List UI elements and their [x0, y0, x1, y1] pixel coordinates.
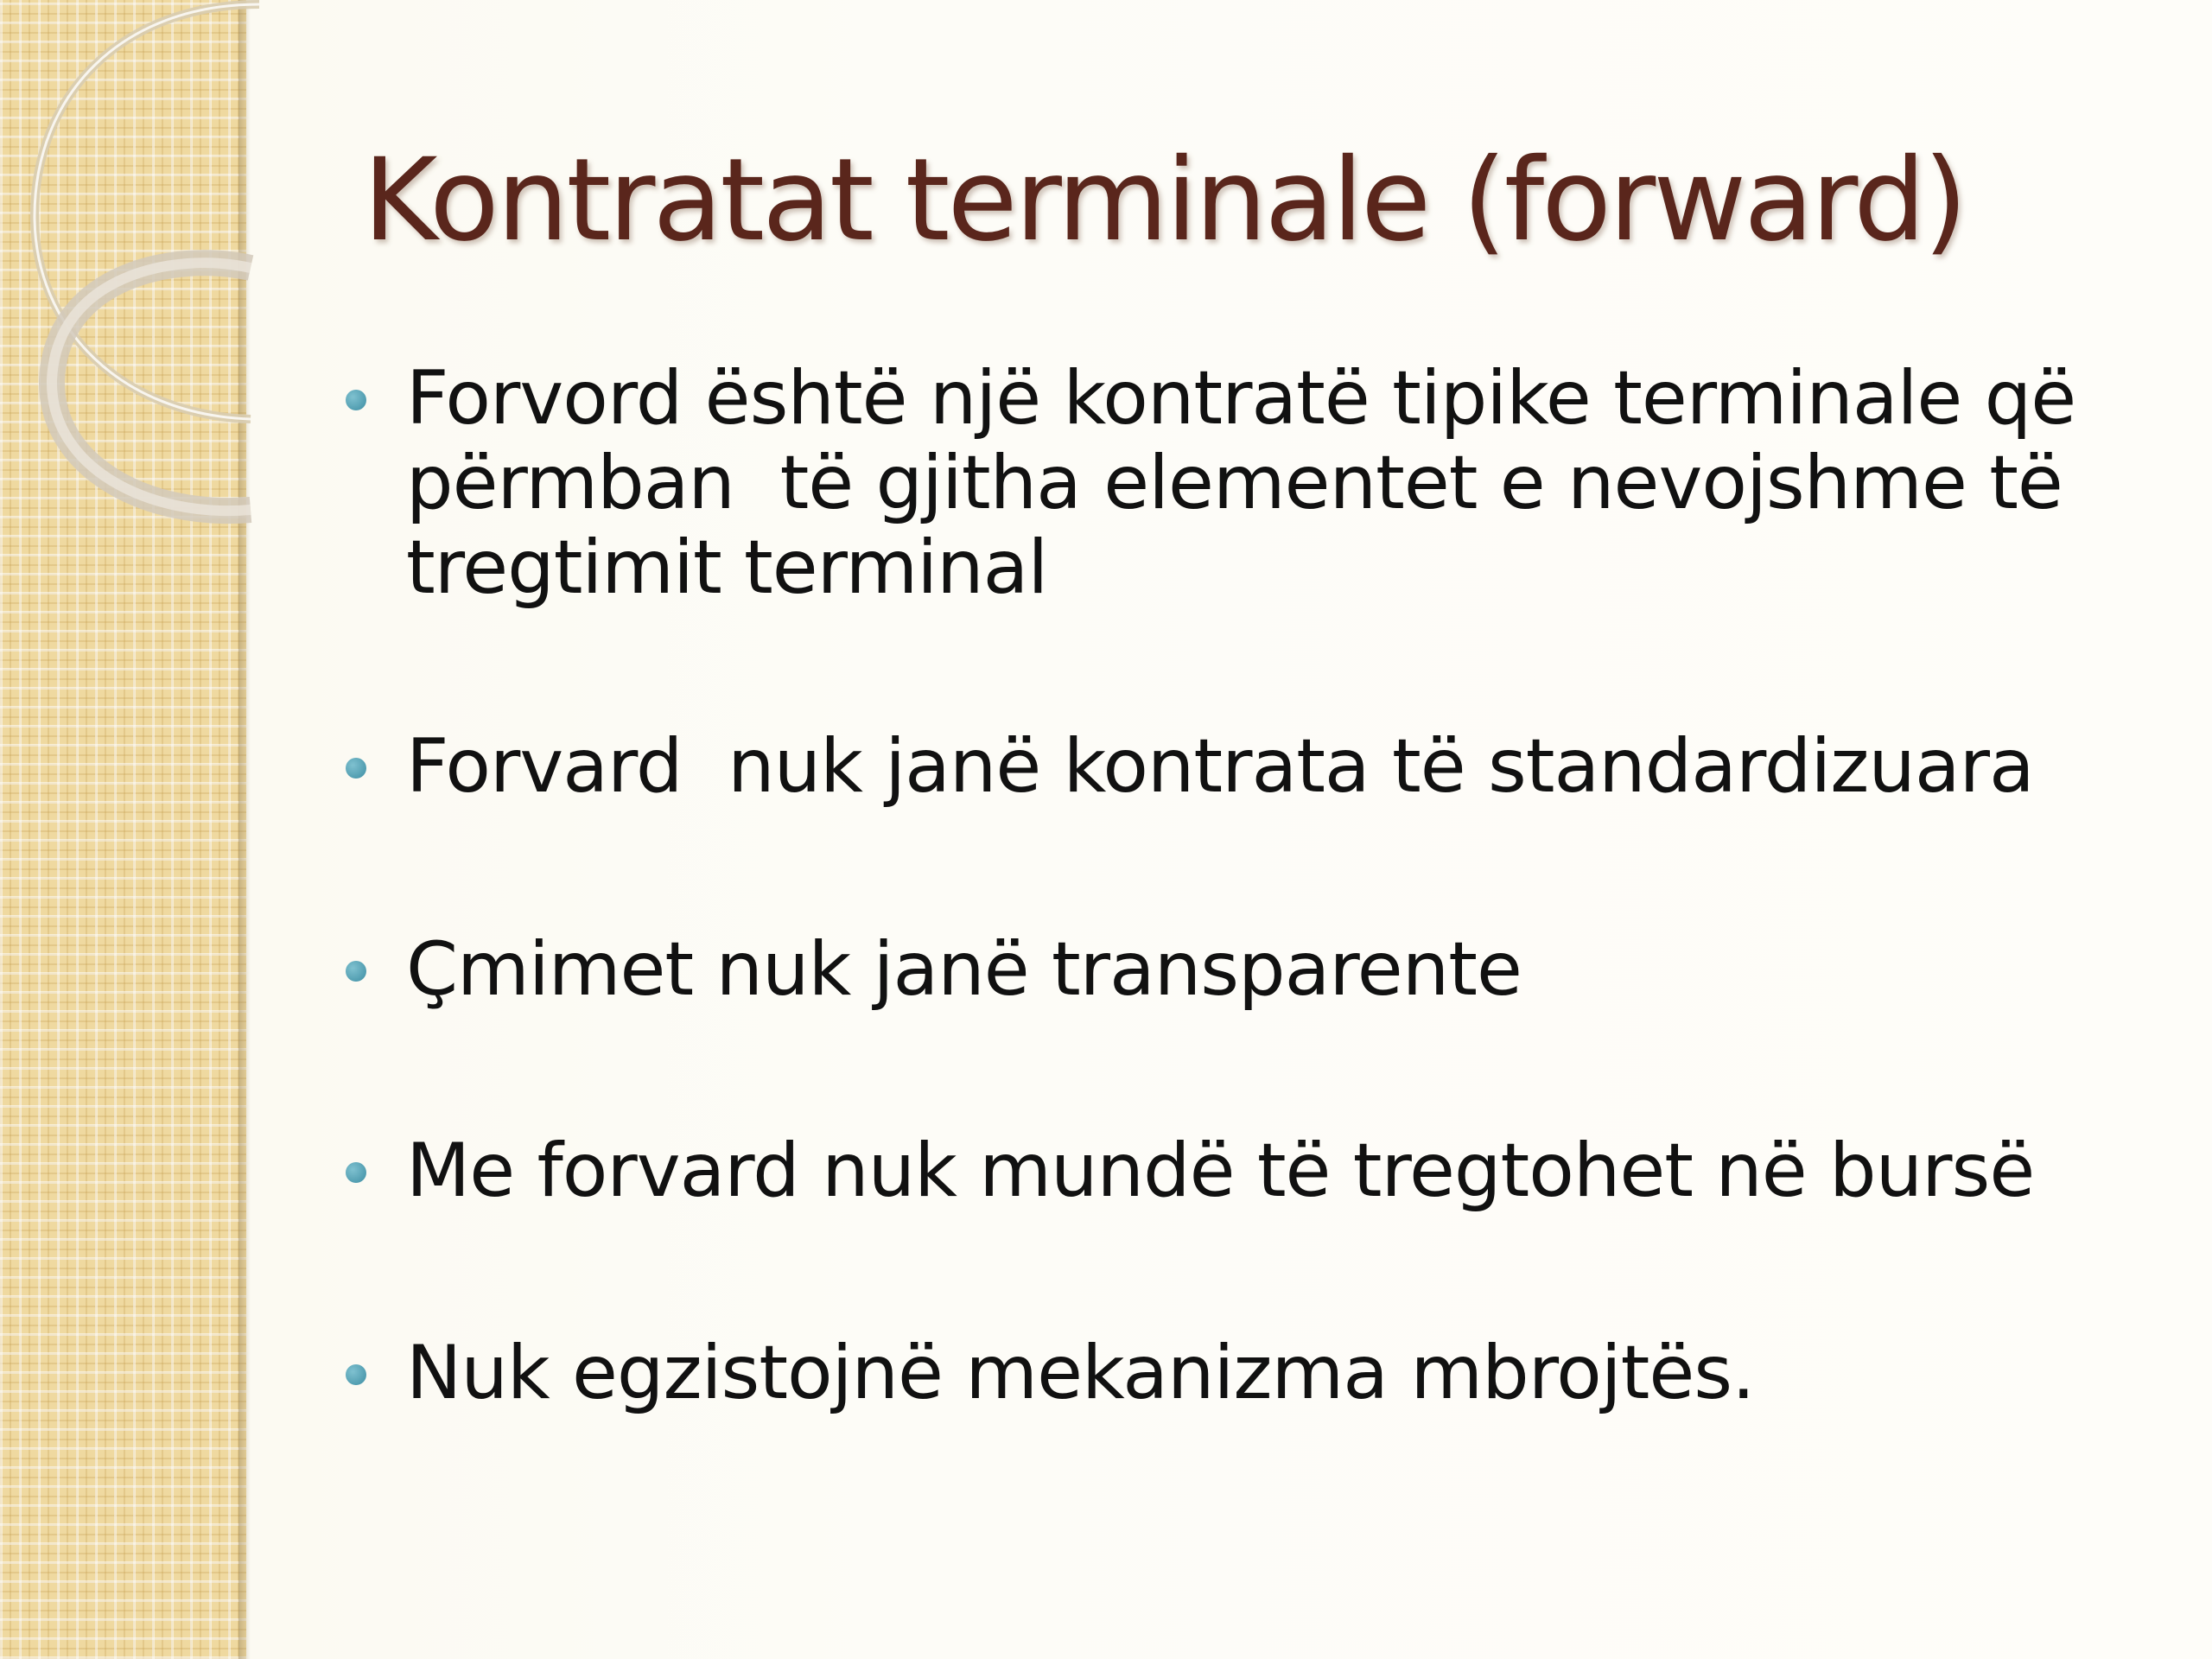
- bullet-text: Forvord është një kontratë tipike terminale që përmban të gjitha elementet e nevojshme të tregtimit terminal: [406, 355, 2099, 611]
- bullet-text: Çmimet nuk janë transparente: [406, 926, 1522, 1013]
- decorative-rings: [0, 0, 259, 536]
- bullet-text: Me forvard nuk mundë të tregtohet në bursë: [406, 1128, 2035, 1214]
- bullet-text: Nuk egzistojnë mekanizma mbrojtës.: [406, 1330, 1755, 1416]
- bullet-text: Forvard nuk janë kontrata të standardizuara: [406, 723, 2034, 810]
- slide-title: Kontratat terminale (forward): [363, 134, 1966, 267]
- bullet-dot-icon: [346, 390, 366, 410]
- bullet-dot-icon: [346, 1364, 366, 1385]
- bullet-dot-icon: [346, 758, 366, 779]
- bullet-dot-icon: [346, 1162, 366, 1183]
- bullet-dot-icon: [346, 961, 366, 982]
